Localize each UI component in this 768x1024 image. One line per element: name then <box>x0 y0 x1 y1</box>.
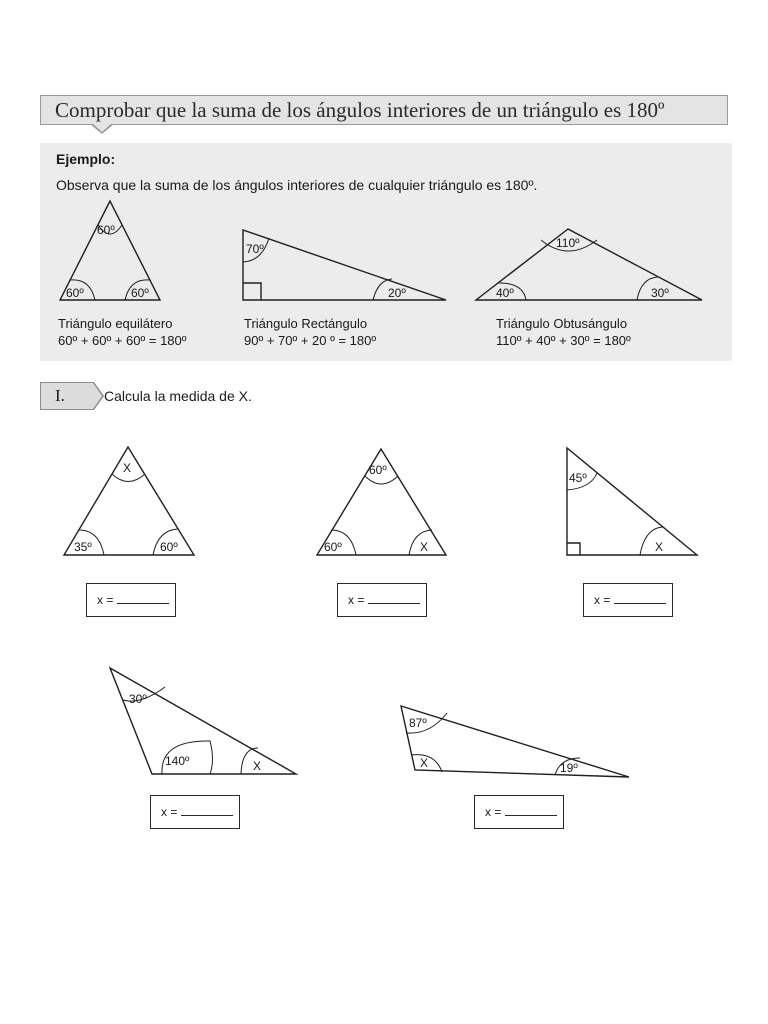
exercise-3-angle-right: X <box>655 540 664 554</box>
example-name-right: Triángulo Rectángulo <box>244 316 368 331</box>
section-instruction: Calcula la medida de X. <box>104 388 252 404</box>
example-2-angle-top: 70º <box>246 242 264 256</box>
exercise-3-answer-label: x = <box>594 593 611 607</box>
example-heading: Ejemplo: <box>56 151 116 167</box>
section-number-tab: I. <box>40 382 94 410</box>
example-triangle-right <box>243 230 446 300</box>
exercise-2-answer-blank[interactable] <box>368 593 420 604</box>
example-name-equilateral: Triángulo equilátero <box>58 316 173 331</box>
example-1-angle-left: 60º <box>66 286 84 300</box>
example-3-angle-right: 30º <box>651 286 669 300</box>
exercise-1-angle-top: X <box>123 461 132 475</box>
exercise-2-answer-label: x = <box>348 593 365 607</box>
exercise-1-answer-label: x = <box>97 593 114 607</box>
exercise-5-angle-top: 87º <box>409 716 427 730</box>
example-1-angle-top: 60º <box>97 223 115 237</box>
exercise-1-angle-left: 35º <box>74 540 92 554</box>
exercise-5-angle-bottom: X <box>420 756 429 770</box>
exercise-5-triangle <box>401 706 629 777</box>
exercise-2-angle-right: X <box>420 540 429 554</box>
exercise-2-angle-top: 60º <box>369 463 387 477</box>
exercise-2-angle-left: 60º <box>324 540 342 554</box>
exercise-2-answer-box[interactable] <box>337 583 427 617</box>
exercise-1-angle-right: 60º <box>160 540 178 554</box>
exercise-3-triangle <box>567 448 697 555</box>
exercise-2-triangle <box>317 449 446 555</box>
exercise-4-triangle <box>110 668 296 774</box>
exercise-5-angle-right: 19º <box>560 761 578 775</box>
example-triangle-equilateral <box>60 201 160 300</box>
exercise-4-angle-obtuse: 140º <box>165 754 190 768</box>
exercise-4-answer-blank[interactable] <box>181 805 233 816</box>
page-title: Comprobar que la suma de los ángulos interiores de un triángulo es 180º <box>55 98 665 122</box>
example-2-angle-right: 20º <box>388 286 406 300</box>
example-equation-obtuse: 110º + 40º + 30º = 180º <box>496 333 631 348</box>
example-equation-right: 90º + 70º + 20 º = 180º <box>244 333 377 348</box>
exercise-3-angle-top: 45º <box>569 471 587 485</box>
exercise-5-answer-box[interactable] <box>474 795 564 829</box>
exercise-1-answer-blank[interactable] <box>117 593 169 604</box>
exercise-3-answer-blank[interactable] <box>614 593 666 604</box>
exercise-1-triangle <box>64 447 194 555</box>
exercise-5-answer-blank[interactable] <box>505 805 557 816</box>
example-1-angle-right: 60º <box>131 286 149 300</box>
exercise-3-answer-box[interactable] <box>583 583 673 617</box>
exercise-4-angle-top: 30º <box>129 692 147 706</box>
example-3-angle-top: 110º <box>556 236 580 250</box>
exercise-5-answer-label: x = <box>485 805 502 819</box>
example-triangle-obtuse <box>476 229 702 300</box>
exercise-4-answer-box[interactable] <box>150 795 240 829</box>
example-equation-equilateral: 60º + 60º + 60º = 180º <box>58 333 187 348</box>
exercise-4-answer-label: x = <box>161 805 178 819</box>
example-name-obtuse: Triángulo Obtusángulo <box>496 316 628 331</box>
example-3-angle-left: 40º <box>496 286 514 300</box>
exercise-1-answer-box[interactable] <box>86 583 176 617</box>
example-description: Observa que la suma de los ángulos interiores de cualquier triángulo es 180º. <box>56 177 538 193</box>
exercise-4-angle-right: X <box>253 759 262 773</box>
